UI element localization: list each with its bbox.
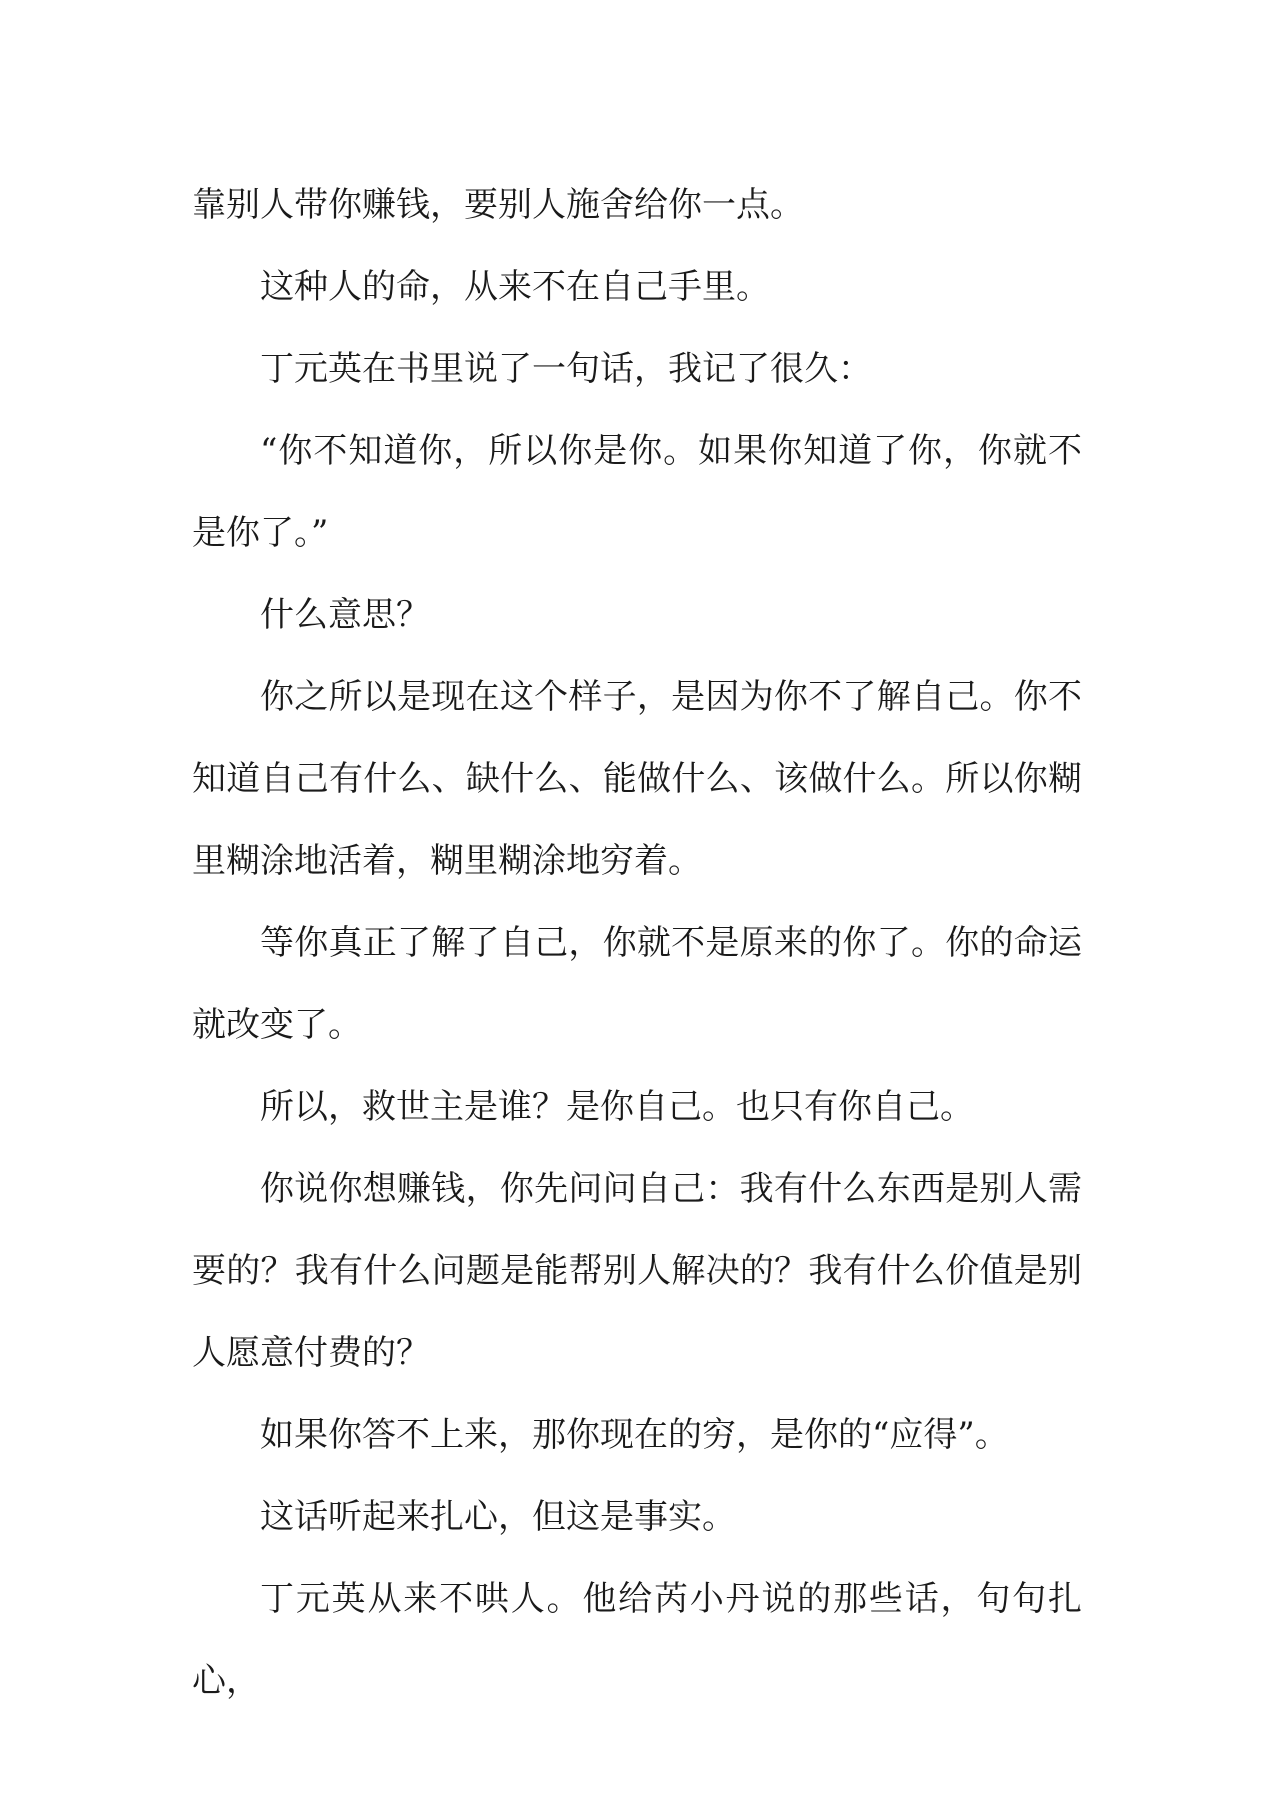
paragraph-4-quote: “你不知道你，所以你是你。如果你知道了你，你就不是你了。” [192,431,1082,553]
paragraph-6: 你之所以是现在这个样子，是因为你不了解自己。你不知道自己有什么、缺什么、能做什么、该做什么。所以你糊里糊涂地活着，糊里糊涂地穷着。 [192,677,1082,881]
paragraph-10: 如果你答不上来，那你现在的穷，是你的“应得”。 [260,1415,1009,1455]
paragraph-5: 什么意思？ [260,595,430,635]
paragraph-7: 等你真正了解了自己，你就不是原来的你了。你的命运就改变了。 [192,923,1082,1045]
paragraph-1: 靠别人带你赚钱，要别人施舍给你一点。 [192,185,804,225]
paragraph-2: 这种人的命，从来不在自己手里。 [260,267,770,307]
document-body [192,164,1082,1722]
paragraph-11: 这话听起来扎心，但这是事实。 [260,1497,736,1537]
paragraph-9: 你说你想赚钱，你先问问自己：我有什么东西是别人需要的？我有什么问题是能帮别人解决的？我有什么价值是别人愿意付费的？ [192,1169,1082,1373]
paragraph-12: 丁元英从来不哄人。他给芮小丹说的那些话，句句扎心， [192,1579,1082,1701]
paragraph-8: 所以，救世主是谁？是你自己。也只有你自己。 [260,1087,974,1127]
paragraph-3: 丁元英在书里说了一句话，我记了很久： [260,349,872,389]
